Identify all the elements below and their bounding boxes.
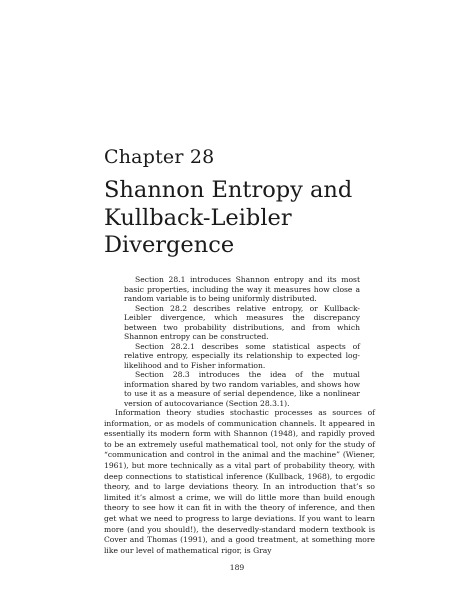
- chapter-title: [104, 177, 404, 260]
- chapter-abstract: [124, 275, 360, 408]
- chapter-label: Chapter 28: [104, 146, 215, 168]
- abstract-paragraph: Section 28.2 describes relative entropy, or Kullback-Leibler divergence, which measures the discrepancy between two probability distributions, and from which Shannon entropy can be constructed.: [124, 303, 360, 341]
- page-number: 189: [229, 563, 245, 572]
- chapter-title-line: Divergence: [104, 232, 235, 258]
- abstract-paragraph: Section 28.3 introduces the idea of the mutual information shared by two random variables, and shows how to use it as a measure of serial dependence, like a nonlinear version of autocovariance (Section 28.3.1).: [124, 370, 360, 408]
- body-text: [104, 408, 375, 556]
- chapter-title-line: Kullback-Leibler: [104, 204, 292, 231]
- chapter-title-line: Shannon Entropy and: [104, 177, 353, 203]
- body-paragraph: Information theory studies stochastic processes as sources of information, or as models of communication channels. It appeared in essentially its modern form with Shannon (1948), and rapidly proved to be an extremely useful mathematical tool, not only for the study of “communication and control in the animal and the machine” (Wiener, 1961), but more technically as a vital part of probability theory, with deep connections to statistical inference (Kullback, 1968), to ergodic theory, and to large deviations theory. In an introduction that’s so limited it’s almost a crime, we will do little more than build enough theory to see how it can fit in with the theory of inference, and then get what we need to progress to large deviations. If you want to learn more (and you should!), the deservedly-standard modern textbook is Cover and Thomas (1991), and a good treatment, at something more like our level of mathematical rigor, is Gray: [104, 408, 375, 555]
- abstract-paragraph: Section 28.1 introduces Shannon entropy and its most basic properties, including the way it measures how close a random variable is to being uniformly distributed.: [124, 275, 360, 303]
- abstract-paragraph: Section 28.2.1 describes some statistical aspects of relative entropy, especially its relationship to expected log-likelihood and to Fisher information.: [124, 341, 360, 370]
